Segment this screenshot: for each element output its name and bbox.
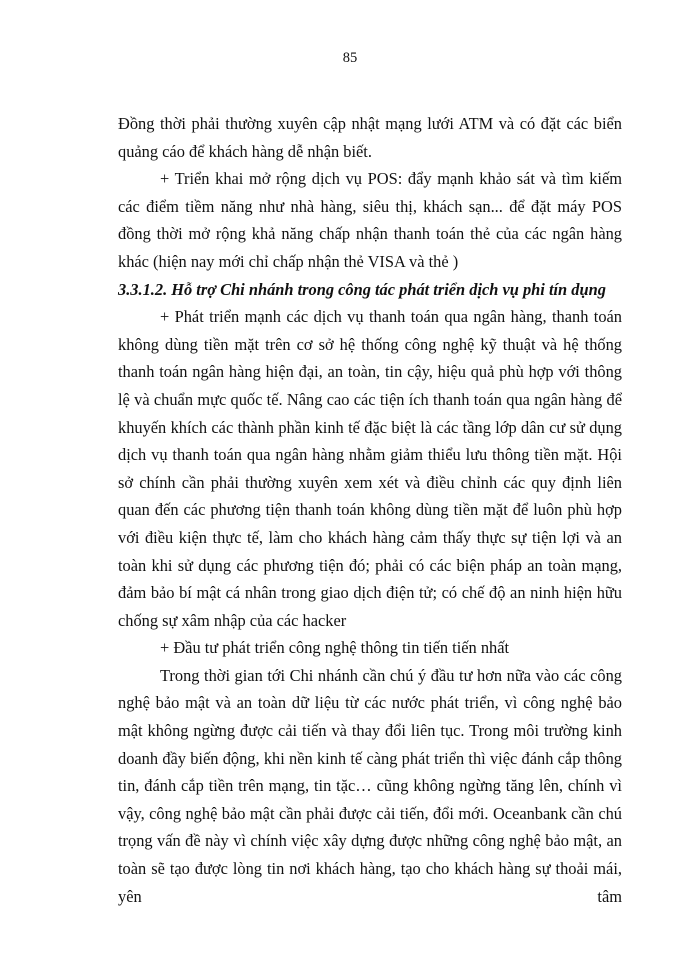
document-body <box>118 110 622 910</box>
paragraph-pos-service: + Triển khai mở rộng dịch vụ POS: đẩy mạnh khảo sát và tìm kiếm các điểm tiềm năng như nhà hàng, siêu thị, khách sạn... để đặt máy POS đồng thời mở rộng khả năng chấp nhận thanh toán thẻ của các ngân hàng khác (hiện nay mới chỉ chấp nhận thẻ VISA và thẻ ) <box>118 169 622 271</box>
section-heading: 3.3.1.2. Hỗ trợ Chi nhánh trong công tác phát triển dịch vụ phi tín dụng <box>118 279 606 299</box>
paragraph-security-technology: Trong thời gian tới Chi nhánh cần chú ý đầu tư hơn nữa vào các công nghệ bảo mật và an toàn dữ liệu từ các nước phát triển, vì công nghệ bảo mật không ngừng được cải tiến và thay đổi liên tục. Trong môi trường kinh doanh đầy biến động, khi nền kinh tế càng phát triển thì việc đánh cắp thông tin, đánh cắp tiền trên mạng, tin tặc… cũng không ngừng tăng lên, chính vì vậy, công nghệ bảo mật cần phải được cải tiến, đổi mới. Oceanbank cần chú trọng vấn đề này vì chính việc xây dựng được những công nghệ bảo mật, an toàn sẽ tạo được lòng tin nơi khách hàng, tạo cho khách hàng sự thoải mái, yên tâm <box>118 665 622 906</box>
paragraph-it-investment: + Đầu tư phát triển công nghệ thông tin tiến tiến nhất <box>160 638 510 658</box>
paragraph-atm-network: Đồng thời phải thường xuyên cập nhật mạng lưới ATM và có đặt các biển quảng cáo để khách hàng dễ nhận biết. <box>118 114 622 161</box>
page-number: 85 <box>342 50 358 66</box>
paragraph-payment-services: + Phát triển mạnh các dịch vụ thanh toán qua ngân hàng, thanh toán không dùng tiền mặt trên cơ sở hệ thống công nghệ kỹ thuật và hệ thống thanh toán ngân hàng hiện đại, an toàn, tin cậy, hiệu quả phù hợp với thông lệ và chuẩn mực quốc tế. Nâng cao các tiện ích thanh toán qua ngân hàng để khuyến khích các thành phần kinh tế đặc biệt là các tầng lớp dân cư sử dụng dịch vụ thanh toán qua ngân hàng nhằm giảm thiểu lưu thông tiền mặt. Hội sở chính cần phải thường xuyên xem xét và điều chỉnh các quy định liên quan đến các phương tiện thanh toán không dùng tiền mặt để luôn phù hợp với điều kiện thực tế, làm cho khách hàng cảm thấy thực sự tiện lợi và an toàn khi sử dụng các phương tiện đó; phải có các biện pháp an toàn mạng, đảm bảo bí mật cá nhân trong giao dịch điện tử; có chế độ an ninh hiện hữu chống sự xâm nhập của các hacker <box>118 307 622 630</box>
